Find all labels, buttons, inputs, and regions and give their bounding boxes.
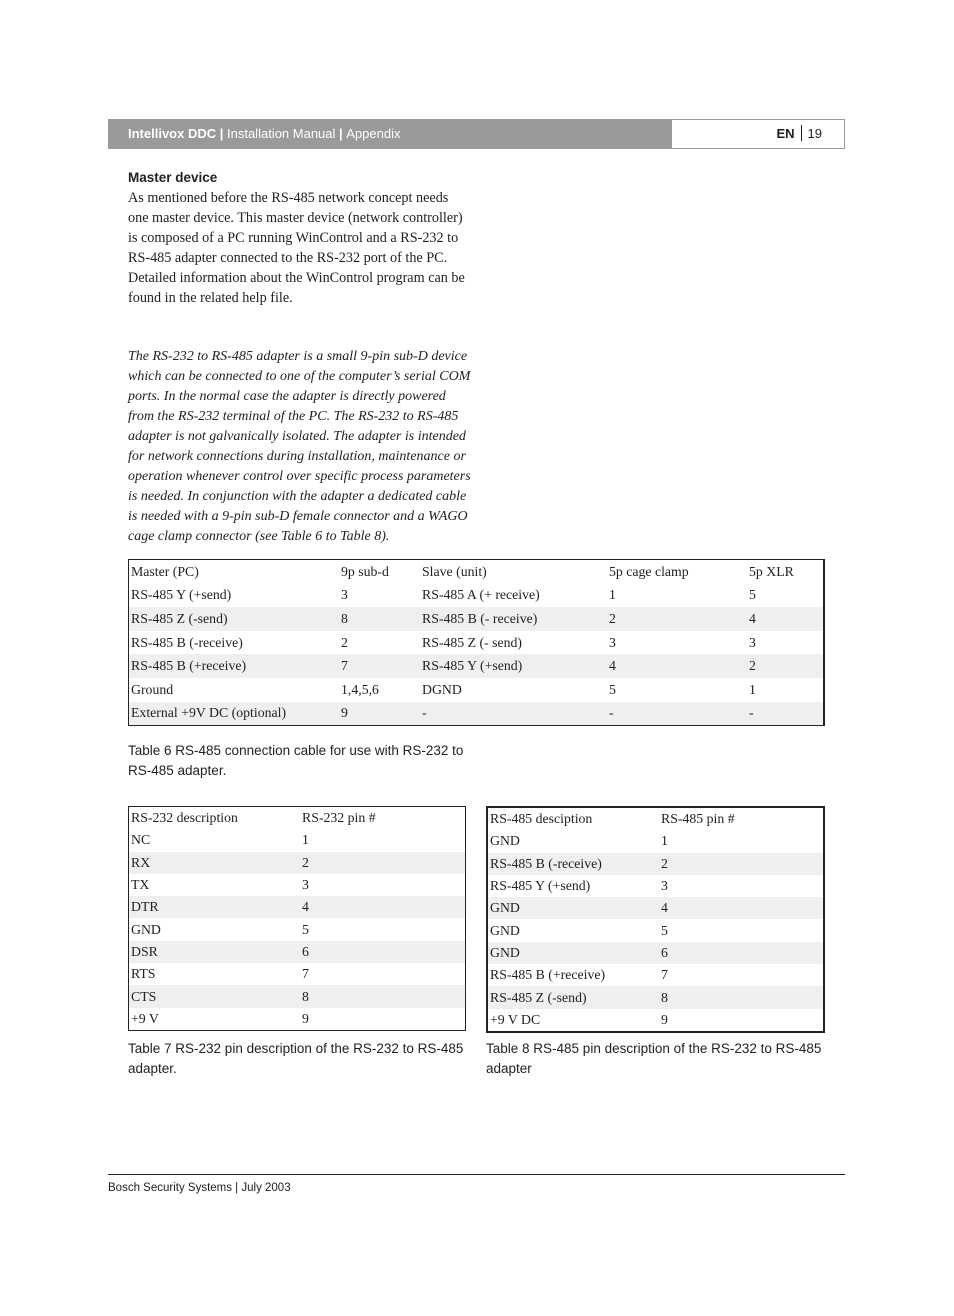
table-cell: RS-485 Z (- send)	[422, 634, 523, 650]
table-row	[487, 942, 824, 964]
table-cell: RS-485 B (-receive)	[131, 634, 243, 650]
table-cell: RS-485 Z (-send)	[487, 986, 659, 1008]
table-cell: 7	[659, 964, 824, 986]
table-cell: 9	[302, 1010, 309, 1026]
table-cell: 6	[659, 942, 824, 964]
table-cell: 9	[339, 702, 420, 726]
footer-divider	[108, 1174, 845, 1175]
table-cell: 3	[609, 634, 616, 650]
table-header-cell: RS-485 desciption	[490, 811, 593, 827]
header-page-number: 19	[807, 126, 822, 141]
table-cell: GND	[131, 921, 161, 937]
table-cell: 8	[659, 986, 824, 1008]
table-header-cell: 5p XLR	[747, 560, 824, 584]
table-row	[129, 852, 466, 874]
table-cell: 2	[341, 634, 348, 650]
table-row	[487, 1009, 824, 1032]
table-row	[129, 985, 466, 1007]
table-cell: 4	[659, 897, 824, 919]
table-cell: 1,4,5,6	[341, 681, 379, 697]
table-cell: RS-485 Z (-send)	[129, 607, 340, 631]
header-divider	[801, 125, 802, 141]
connection-cable-table	[128, 559, 825, 726]
table-cell: 4	[747, 607, 824, 631]
table-cell: +9 V	[131, 1010, 159, 1026]
table-cell: GND	[487, 942, 659, 964]
table-cell: 3	[302, 877, 309, 893]
table-cell: RS-485 A (+ receive)	[422, 587, 540, 603]
header-language: EN	[776, 126, 795, 141]
table-cell: NC	[131, 832, 151, 848]
table-cell: -	[420, 702, 607, 726]
table-header-cell: Slave (unit)	[420, 560, 607, 584]
table-cell: 2	[607, 607, 747, 631]
table-cell: External +9V DC (optional)	[129, 702, 340, 726]
table-row	[487, 853, 824, 875]
table-row	[129, 1008, 466, 1031]
table-row	[487, 897, 824, 919]
table-row	[487, 919, 824, 941]
table-row	[487, 986, 824, 1008]
section-heading: Master device	[128, 170, 218, 185]
header-product: Intellivox DDC	[128, 126, 217, 141]
table-cell: 2	[659, 853, 824, 875]
table-cell: 5	[747, 584, 824, 608]
table-cell: RS-485 B (+receive)	[129, 654, 340, 678]
table-row	[129, 702, 825, 726]
header-manual: Installation Manual	[227, 126, 336, 141]
table-row	[487, 964, 824, 986]
table-header-row	[129, 807, 466, 830]
table-cell: GND	[487, 897, 659, 919]
table-cell: RTS	[131, 966, 156, 982]
table-row	[129, 584, 825, 608]
table-row	[487, 875, 824, 897]
table-cell: 1	[659, 830, 824, 852]
table-header-cell: 9p sub-d	[339, 560, 420, 584]
header-separator-1: |	[216, 126, 227, 141]
rs232-pin-table	[128, 806, 466, 1031]
table-cell: 6	[300, 941, 466, 963]
table-cell: RS-485 Y (+send)	[131, 587, 232, 603]
table-cell: 1	[302, 832, 309, 848]
table-row	[129, 678, 825, 702]
table-cell: -	[607, 702, 747, 726]
header-separator-2: |	[335, 126, 347, 141]
table-cell: 2	[300, 852, 466, 874]
table-cell: 1	[747, 678, 824, 702]
header-section: Appendix	[346, 126, 401, 141]
rs485-pin-table	[486, 806, 825, 1033]
table-header-cell: 5p cage clamp	[607, 560, 747, 584]
table-7-caption: Table 7 RS-232 pin description of the RS-232 to RS-485 adapter.	[128, 1041, 464, 1076]
table-row	[129, 829, 466, 851]
table-row	[129, 918, 466, 940]
table-cell: 8	[339, 607, 420, 631]
table-header-cell: RS-232 pin #	[302, 810, 376, 826]
table-cell: 9	[659, 1009, 824, 1032]
adapter-note: The RS-232 to RS-485 adapter is a small 9-pin sub-D device which can be connected to one of the computer’s serial COM ports. In the normal case the adapter is directly powered from the RS-232 terminal of the PC. The RS-232 to RS-485 adapter is not galvanically isolated. The adapter is intended for network connections during installation, maintenance or operation whenever control over specific process parameters is needed. In conjunction with the adapter a dedicated cable is needed with a 9-pin sub-D female connector and a WAGO cage clamp connector (see Table 6 to Table 8).	[128, 349, 471, 544]
table-cell: GND	[490, 833, 520, 849]
table-cell: RS-485 B (- receive)	[420, 607, 607, 631]
table-header-cell: Master (PC)	[129, 560, 340, 584]
table-cell: RX	[129, 852, 301, 874]
table-cell: -	[747, 702, 824, 726]
table-row	[487, 830, 824, 852]
table-cell: DSR	[129, 941, 301, 963]
table-header-row	[129, 560, 825, 584]
table-cell: RS-485 B (+receive)	[490, 967, 606, 983]
table-cell: +9 V DC	[490, 1011, 541, 1027]
table-cell: 5	[659, 919, 824, 941]
table-cell: RS-485 Y (+send)	[490, 878, 591, 894]
table-cell: 4	[300, 896, 466, 918]
table-cell: DGND	[422, 681, 462, 697]
table-cell: 3	[747, 631, 824, 655]
table-row	[129, 963, 466, 985]
table-cell: RS-485 Y (+send)	[420, 654, 607, 678]
table-cell: CTS	[129, 985, 301, 1007]
table-cell: 7	[339, 654, 420, 678]
table-cell: 7	[302, 966, 309, 982]
table-cell: GND	[490, 922, 520, 938]
table-row	[129, 654, 825, 678]
table-8-caption: Table 8 RS-485 pin description of the RS-232 to RS-485 adapter	[486, 1041, 822, 1076]
table-row	[129, 874, 466, 896]
table-cell: 8	[300, 985, 466, 1007]
table-header-cell: RS-232 description	[131, 810, 238, 826]
table-cell: 3	[341, 587, 348, 603]
table-header-row	[487, 807, 824, 830]
table-cell: 5	[302, 921, 309, 937]
table-cell: 3	[659, 875, 824, 897]
table-cell: Ground	[131, 681, 174, 697]
table-row	[129, 607, 825, 631]
table-row	[129, 941, 466, 963]
header-page-box	[671, 119, 845, 149]
table-cell: DTR	[129, 896, 301, 918]
table-cell: RS-485 B (-receive)	[487, 853, 659, 875]
intro-paragraph: As mentioned before the RS-485 network concept needs one master device. This master device (network controller) is composed of a PC running WinControl and a RS-232 to RS-485 adapter connected to the RS-232 port of the PC. Detailed information about the WinControl program can be found in the related help file.	[128, 190, 465, 306]
footer-text: Bosch Security Systems | July 2003	[108, 1182, 291, 1194]
table-cell: TX	[131, 877, 150, 893]
header-title-bar	[108, 119, 671, 149]
table-row	[129, 631, 825, 655]
table-row	[129, 896, 466, 918]
table-cell: 4	[607, 654, 747, 678]
table-6-caption: Table 6 RS-485 connection cable for use with RS-232 to RS-485 adapter.	[128, 743, 464, 778]
table-cell: 2	[747, 654, 824, 678]
table-header-cell: RS-485 pin #	[659, 807, 824, 830]
table-cell: 5	[609, 681, 616, 697]
page-header	[108, 119, 845, 149]
table-cell: 1	[609, 587, 616, 603]
